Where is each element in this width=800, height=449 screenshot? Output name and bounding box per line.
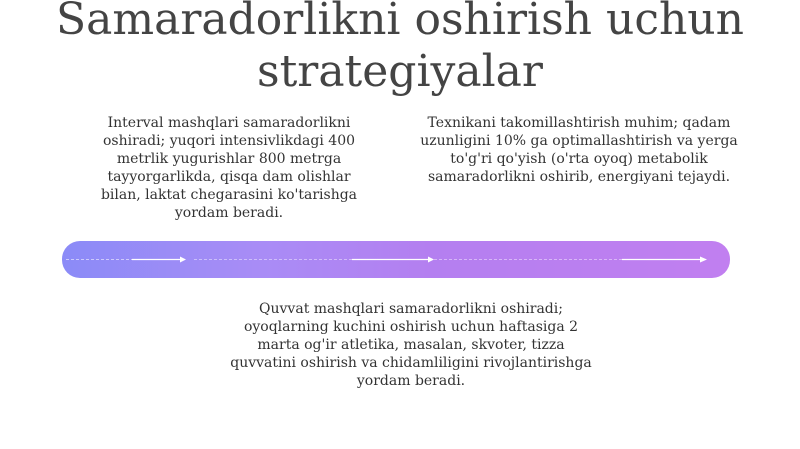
arrow-right-icon (352, 257, 434, 263)
page-title: Samaradorlikni oshirish uchun strategiyalar (56, 0, 744, 97)
arrow-right-icon (132, 257, 186, 263)
strategy-text-technique: Texnikani takomillashtirish muhim; qadam uzunligini 10% ga optimallashtirish va yerga to'g'ri qo'yish (o'rta oyoq) metabolik samaradorlikni oshirib, energiyani tejaydi. (420, 115, 738, 185)
timeline-bar (62, 241, 730, 278)
strategy-text-strength: Quvvat mashqlari samaradorlikni oshiradi; oyoqlarning kuchini oshirish uchun haftasiga 2 marta og'ir atletika, masalan, skvoter, tizza quvvatini oshirish va chidamliligini rivojlantirishga yordam beradi. (230, 301, 592, 389)
strategy-text-intervals: Interval mashqlari samaradorlikni oshiradi; yuqori intensivlikdagi 400 metrlik yugurishlar 800 metrga tayyorgarlikda, qisqa dam olishlar bilan, laktat chegarasini ko'tarishga yordam beradi. (100, 115, 358, 221)
timeline-arrows (62, 241, 730, 278)
arrow-right-icon (622, 257, 707, 263)
